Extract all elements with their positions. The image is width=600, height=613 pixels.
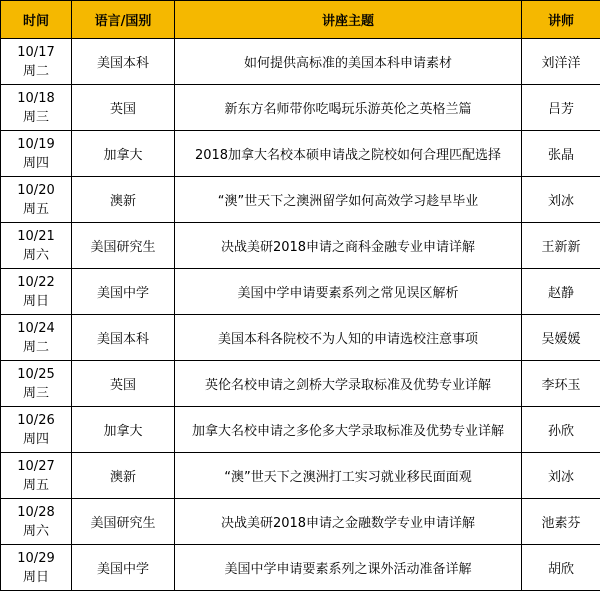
teacher-cell: 孙欣 [522,407,600,453]
teacher-cell: 池素芬 [522,499,600,545]
time-cell [1,361,72,407]
teacher-cell: 赵静 [522,269,600,315]
weekday-text: 周日 [22,569,49,585]
language-cell: 美国中学 [72,545,175,591]
topic-cell: 2018加拿大名校本硕申请战之院校如何合理匹配选择 [175,131,522,177]
table-row [1,131,600,177]
date-text: 10/21 [17,228,55,244]
teacher-cell: 吴媛媛 [522,315,600,361]
table-row [1,545,600,591]
date-text: 10/20 [17,182,55,198]
table-row [1,85,600,131]
time-cell [1,499,72,545]
weekday-text: 周日 [22,293,49,309]
language-cell: 加拿大 [72,407,175,453]
language-cell: 美国中学 [72,269,175,315]
language-cell: 英国 [72,85,175,131]
topic-cell: “澳”世天下之澳洲打工实习就业移民面面观 [175,453,522,499]
date-text: 10/28 [17,504,55,520]
language-cell: 澳新 [72,177,175,223]
teacher-cell: 刘冰 [522,453,600,499]
weekday-text: 周四 [22,431,49,447]
date-text: 10/24 [17,320,55,336]
time-cell [1,177,72,223]
header-time: 时间 [1,1,72,39]
language-cell: 美国本科 [72,315,175,361]
language-cell: 英国 [72,361,175,407]
table-row [1,223,600,269]
header-topic: 讲座主题 [175,1,522,39]
time-cell [1,39,72,85]
date-text: 10/26 [17,412,55,428]
teacher-cell: 李环玉 [522,361,600,407]
topic-cell: “澳”世天下之澳洲留学如何高效学习趁早毕业 [175,177,522,223]
header-language: 语言/国别 [72,1,175,39]
language-cell: 澳新 [72,453,175,499]
weekday-text: 周二 [22,63,49,79]
date-text: 10/18 [17,90,55,106]
teacher-cell: 刘冰 [522,177,600,223]
weekday-text: 周三 [22,385,49,401]
topic-cell: 英伦名校申请之剑桥大学录取标准及优势专业详解 [175,361,522,407]
topic-cell: 美国中学申请要素系列之常见误区解析 [175,269,522,315]
topic-cell: 美国中学申请要素系列之课外活动准备详解 [175,545,522,591]
topic-cell: 美国本科各院校不为人知的申请选校注意事项 [175,315,522,361]
teacher-cell: 王新新 [522,223,600,269]
teacher-cell: 张晶 [522,131,600,177]
table-body [1,39,600,591]
time-cell [1,85,72,131]
table-row [1,453,600,499]
time-cell [1,545,72,591]
topic-cell: 新东方名师带你吃喝玩乐游英伦之英格兰篇 [175,85,522,131]
weekday-text: 周六 [22,523,49,539]
date-text: 10/29 [17,550,55,566]
teacher-cell: 吕芳 [522,85,600,131]
teacher-cell: 刘洋洋 [522,39,600,85]
language-cell: 美国研究生 [72,499,175,545]
table-row [1,39,600,85]
table-row [1,269,600,315]
language-cell: 美国研究生 [72,223,175,269]
teacher-cell: 胡欣 [522,545,600,591]
time-cell [1,453,72,499]
time-cell [1,131,72,177]
table-row [1,407,600,453]
weekday-text: 周五 [22,477,49,493]
topic-cell: 如何提供高标准的美国本科申请素材 [175,39,522,85]
header-teacher: 讲师 [522,1,600,39]
date-text: 10/19 [17,136,55,152]
topic-cell: 决战美研2018申请之金融数学专业申请详解 [175,499,522,545]
topic-cell: 加拿大名校申请之多伦多大学录取标准及优势专业详解 [175,407,522,453]
weekday-text: 周五 [22,201,49,217]
time-cell [1,269,72,315]
date-text: 10/17 [17,44,55,60]
language-cell: 美国本科 [72,39,175,85]
time-cell [1,407,72,453]
date-text: 10/22 [17,274,55,290]
date-text: 10/25 [17,366,55,382]
time-cell [1,223,72,269]
weekday-text: 周二 [22,339,49,355]
weekday-text: 周三 [22,109,49,125]
language-cell: 加拿大 [72,131,175,177]
date-text: 10/27 [17,458,55,474]
table-row [1,315,600,361]
weekday-text: 周六 [22,247,49,263]
weekday-text: 周四 [22,155,49,171]
time-cell [1,315,72,361]
table-row [1,177,600,223]
header-row [1,1,600,39]
topic-cell: 决战美研2018申请之商科金融专业申请详解 [175,223,522,269]
table-row [1,361,600,407]
table-row [1,499,600,545]
